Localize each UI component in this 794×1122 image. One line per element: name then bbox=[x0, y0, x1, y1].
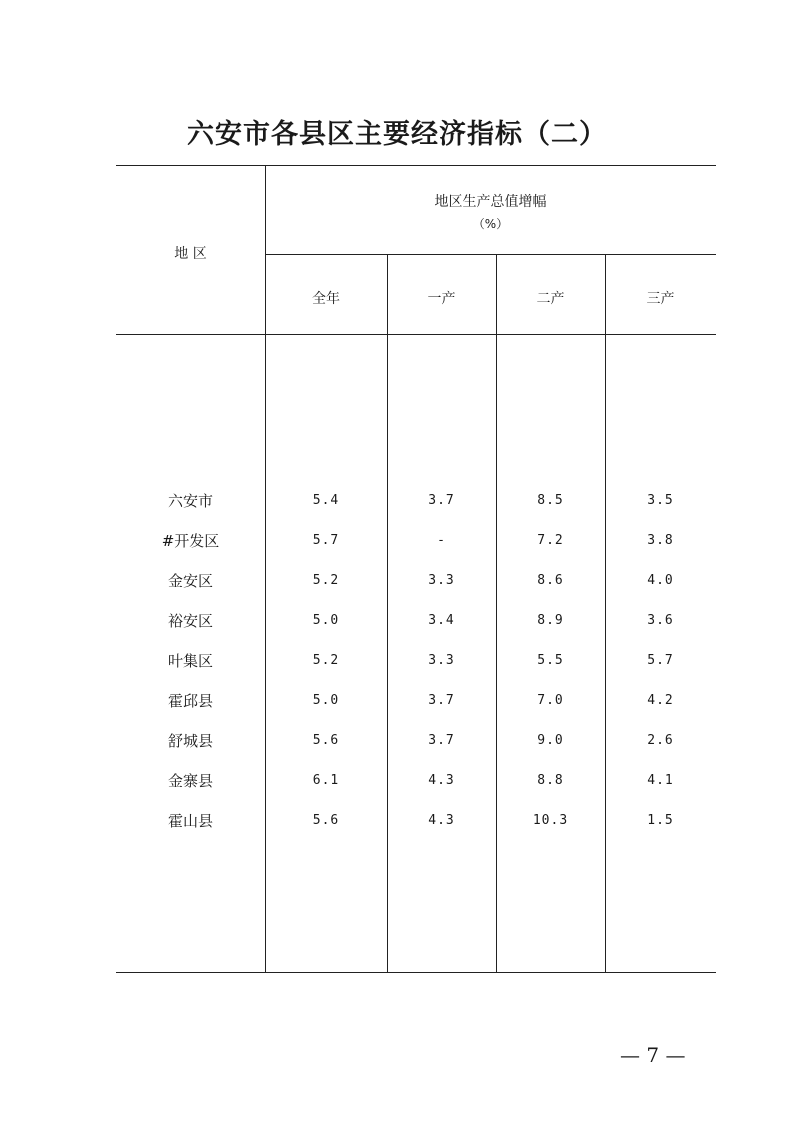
table-row bbox=[116, 731, 716, 751]
value-tertiary: 1.5 bbox=[647, 813, 674, 828]
value-secondary: 7.0 bbox=[537, 693, 564, 708]
region-header: 地 区 bbox=[174, 246, 207, 262]
region-name: 六安市 bbox=[167, 492, 213, 510]
value-secondary: 8.5 bbox=[537, 493, 564, 508]
page-number: — 7 — bbox=[620, 1043, 686, 1067]
header-bottom-rule bbox=[116, 334, 716, 335]
table-row bbox=[116, 611, 716, 631]
region-name: 叶集区 bbox=[167, 652, 213, 670]
group-header-rule bbox=[265, 254, 716, 255]
value-secondary: 9.0 bbox=[537, 733, 564, 748]
value-secondary: 10.3 bbox=[532, 813, 569, 828]
group-header-title: 地区生产总值增幅 bbox=[434, 194, 547, 210]
region-column-rule bbox=[265, 165, 266, 973]
value-annual: 5.2 bbox=[312, 653, 340, 668]
table-row bbox=[116, 691, 716, 711]
table-row bbox=[116, 651, 716, 671]
value-secondary: 5.5 bbox=[537, 653, 564, 668]
page-title: 六安市各县区主要经济指标（二） bbox=[187, 119, 607, 150]
value-tertiary: 4.2 bbox=[647, 693, 674, 708]
value-annual: 5.0 bbox=[312, 693, 340, 708]
value-primary: 3.4 bbox=[428, 613, 455, 628]
value-annual: 5.4 bbox=[312, 493, 340, 508]
region-name: 霍山县 bbox=[167, 812, 213, 830]
table-top-rule bbox=[116, 165, 716, 166]
value-tertiary: 2.6 bbox=[647, 733, 674, 748]
value-tertiary: 4.1 bbox=[647, 773, 674, 788]
value-secondary: 8.8 bbox=[537, 773, 564, 788]
value-tertiary: 3.6 bbox=[647, 613, 674, 628]
economic-indicator-table bbox=[116, 165, 716, 973]
value-primary: - bbox=[437, 533, 446, 548]
table-row bbox=[116, 811, 716, 831]
value-tertiary: 5.7 bbox=[647, 653, 674, 668]
table-bottom-rule bbox=[116, 972, 716, 973]
value-secondary: 7.2 bbox=[537, 533, 564, 548]
group-header-unit: （%） bbox=[472, 217, 509, 231]
value-annual: 5.6 bbox=[312, 733, 340, 748]
region-name: 金安区 bbox=[167, 572, 213, 590]
value-annual: 5.0 bbox=[312, 613, 340, 628]
value-tertiary: 3.5 bbox=[647, 493, 674, 508]
value-primary: 4.3 bbox=[428, 813, 455, 828]
region-name: 霍邱县 bbox=[167, 692, 213, 710]
value-primary: 3.7 bbox=[428, 733, 455, 748]
region-name: #开发区 bbox=[161, 532, 220, 550]
value-annual: 6.1 bbox=[312, 773, 340, 788]
region-name: 舒城县 bbox=[167, 732, 213, 750]
column-header-annual: 全年 bbox=[312, 291, 340, 307]
value-secondary: 8.6 bbox=[537, 573, 564, 588]
value-primary: 4.3 bbox=[428, 773, 455, 788]
value-annual: 5.7 bbox=[312, 533, 340, 548]
column-header-secondary: 二产 bbox=[536, 291, 565, 307]
column-header-primary: 一产 bbox=[427, 291, 456, 307]
value-secondary: 8.9 bbox=[537, 613, 564, 628]
value-primary: 3.3 bbox=[428, 573, 455, 588]
value-tertiary: 4.0 bbox=[647, 573, 674, 588]
value-primary: 3.7 bbox=[428, 493, 455, 508]
value-annual: 5.6 bbox=[312, 813, 340, 828]
region-name: 金寨县 bbox=[167, 772, 213, 790]
table-row bbox=[116, 571, 716, 591]
value-primary: 3.7 bbox=[428, 693, 455, 708]
region-name: 裕安区 bbox=[167, 612, 213, 630]
value-annual: 5.2 bbox=[312, 573, 340, 588]
value-tertiary: 3.8 bbox=[647, 533, 674, 548]
table-row bbox=[116, 531, 716, 551]
column-header-tertiary: 三产 bbox=[646, 291, 675, 307]
table-row bbox=[116, 771, 716, 791]
value-primary: 3.3 bbox=[428, 653, 455, 668]
table-row bbox=[116, 491, 716, 511]
